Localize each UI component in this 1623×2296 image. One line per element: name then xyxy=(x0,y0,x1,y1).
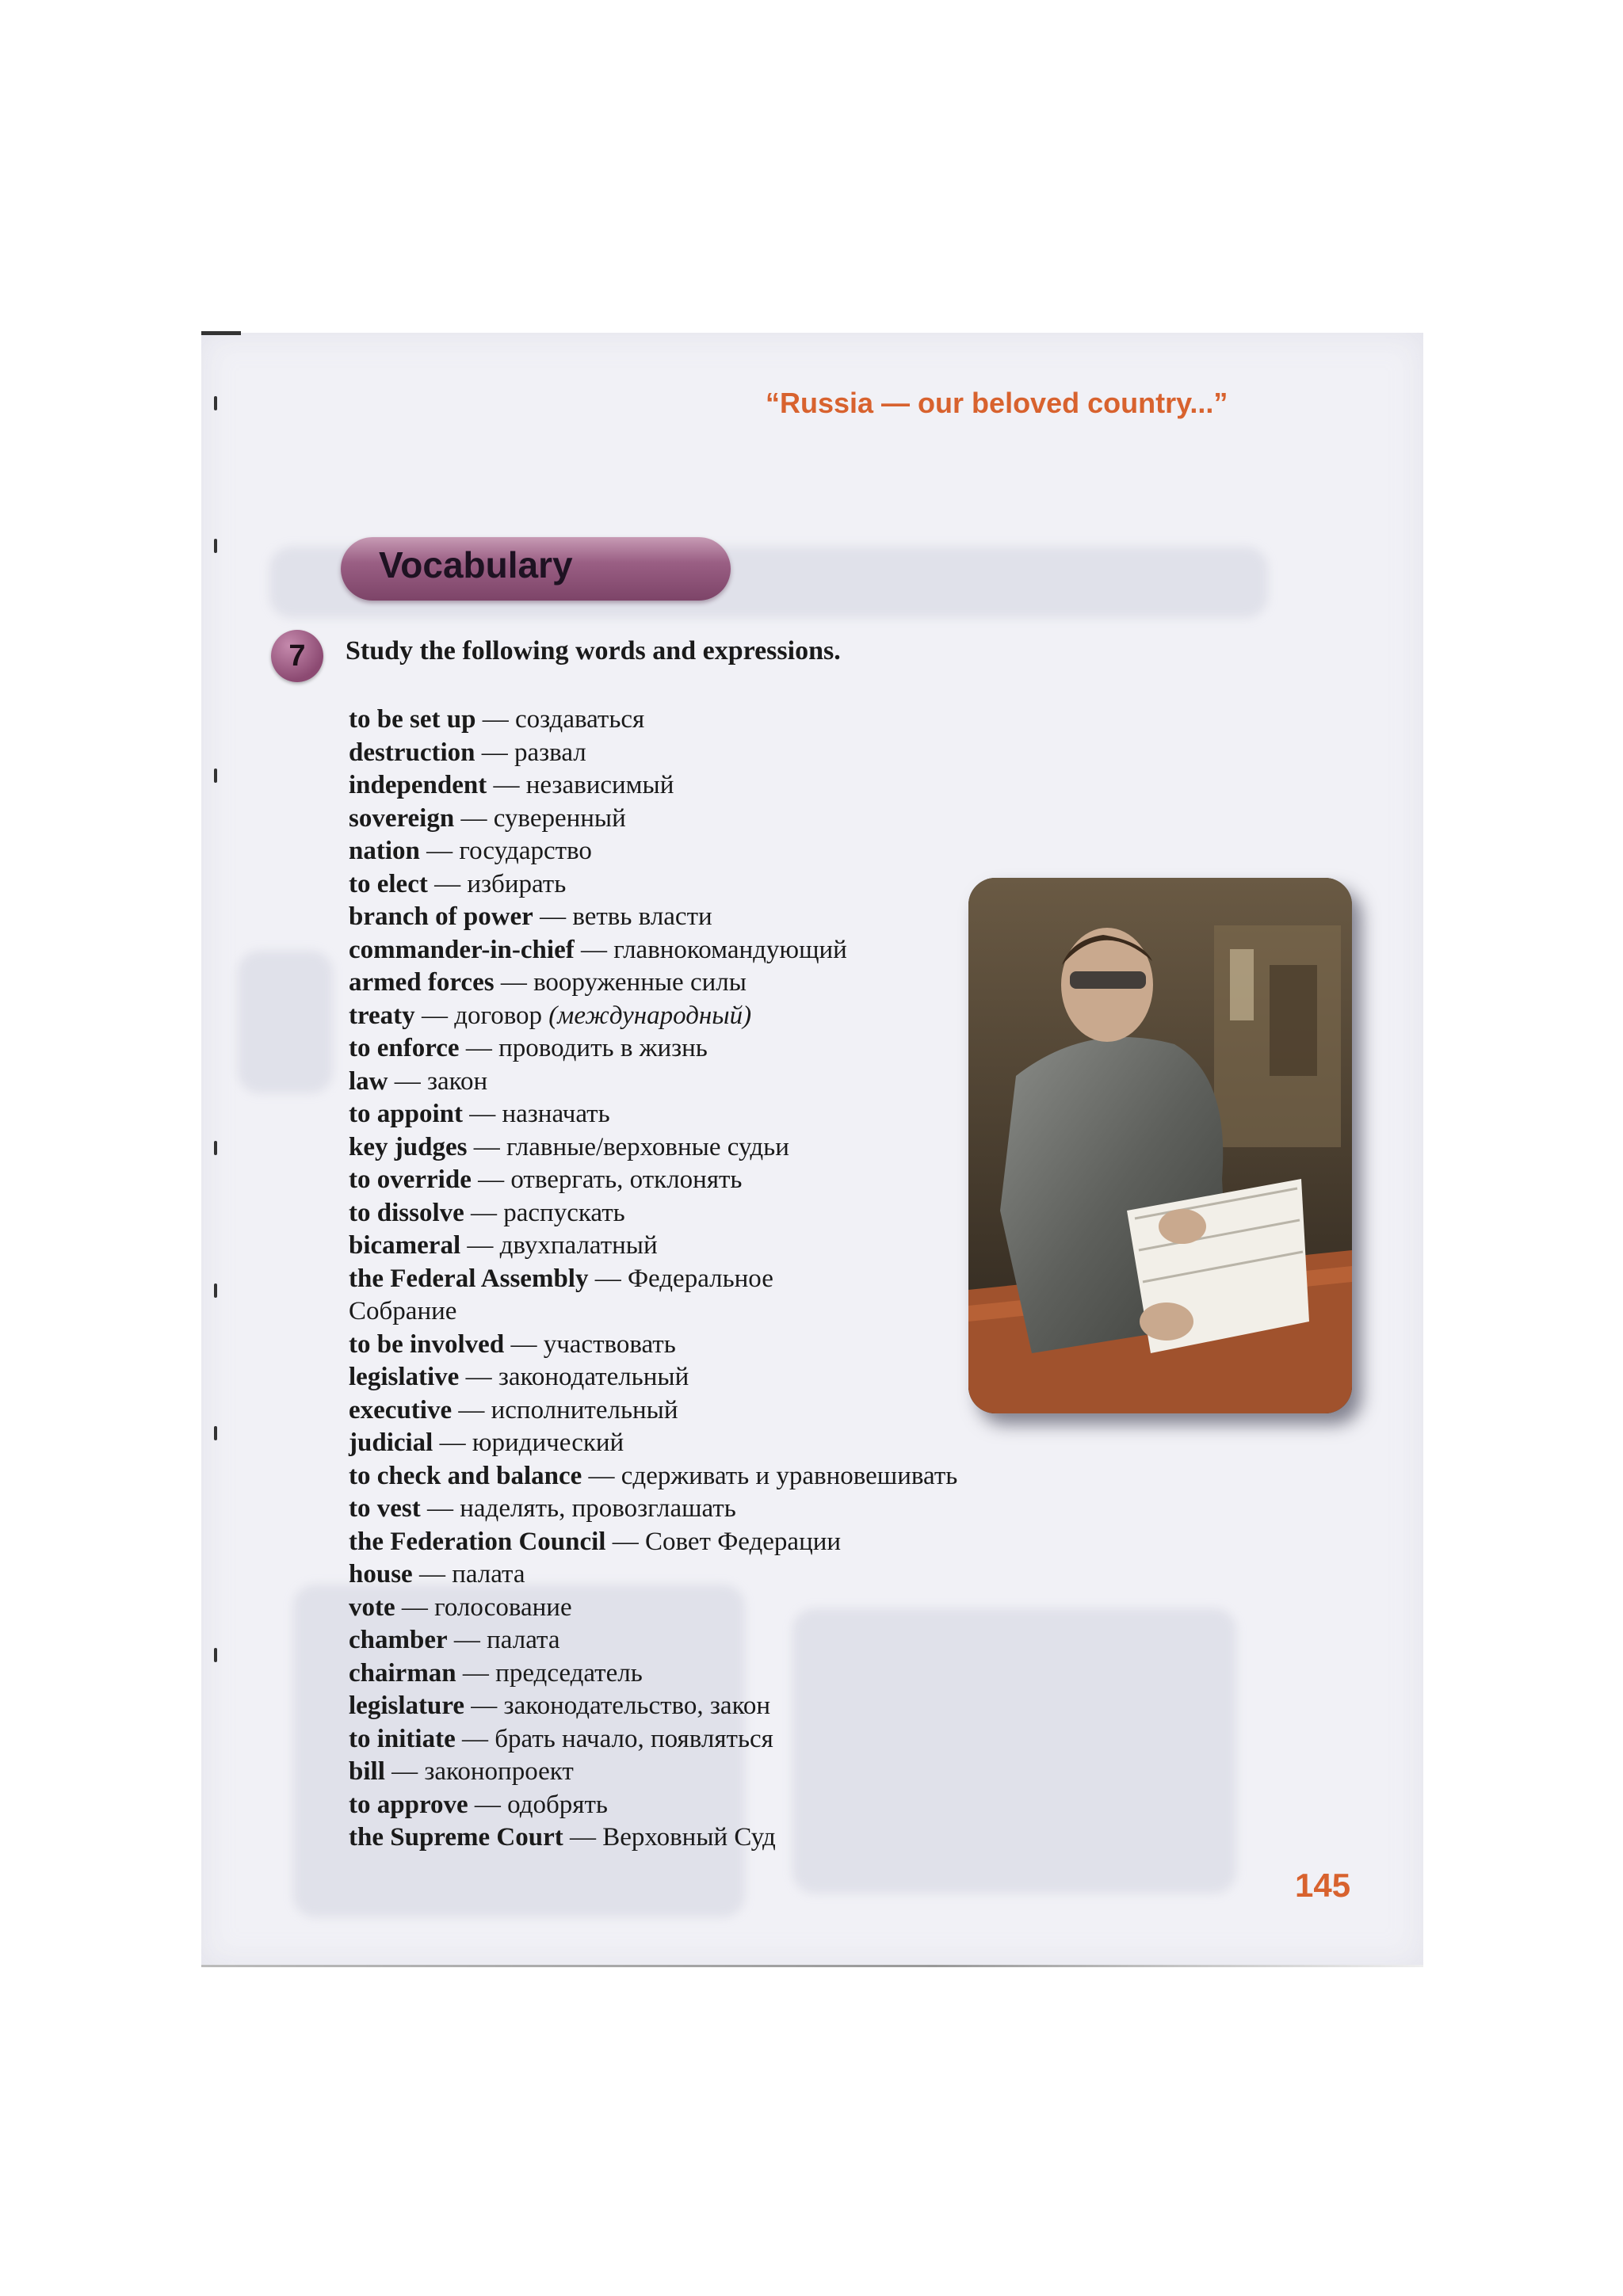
vocab-entry xyxy=(349,1493,1220,1526)
vocab-translation: голосование xyxy=(434,1592,572,1622)
vocab-translation: назначать xyxy=(502,1100,610,1128)
vocab-dash: — xyxy=(455,1724,495,1753)
vocab-entry xyxy=(349,1821,1220,1855)
vocab-entry xyxy=(349,1558,1220,1592)
vocab-dash: — xyxy=(533,902,573,931)
vocab-term: house xyxy=(349,1560,413,1589)
vocab-translation: распускать xyxy=(503,1198,625,1227)
photo-illustration xyxy=(968,878,1352,1413)
vocab-translation: избирать xyxy=(467,869,567,898)
vocab-dash: — xyxy=(388,1066,427,1096)
margin-mark xyxy=(214,1283,217,1298)
vocab-term: the Federation Council xyxy=(349,1527,606,1556)
vocab-dash: — xyxy=(454,803,494,833)
vocab-dash: — xyxy=(468,1790,508,1819)
vocab-entry xyxy=(349,1427,1220,1460)
vocab-translation: сдерживать и уравновешивать xyxy=(621,1461,958,1490)
vocab-dash: — xyxy=(459,1034,499,1062)
vocab-entry xyxy=(349,737,1220,770)
page-number: 145 xyxy=(1295,1867,1351,1904)
vocab-translation: юридический xyxy=(472,1428,624,1457)
vocab-term: chamber xyxy=(349,1626,448,1654)
vocab-term: law xyxy=(349,1066,388,1096)
vocab-dash: — xyxy=(447,1626,487,1654)
vocab-dash: — xyxy=(504,1329,544,1359)
vocab-term: key judges xyxy=(349,1132,468,1161)
margin-mark xyxy=(214,1648,217,1662)
vocab-term: judicial xyxy=(349,1428,433,1457)
margin-mark xyxy=(214,1426,217,1440)
vocab-term: legislature xyxy=(349,1691,465,1720)
vocab-term: independent xyxy=(349,771,487,799)
vocab-translation: суверенный xyxy=(493,803,626,833)
vocab-dash: — xyxy=(395,1592,435,1622)
vocab-translation-continued: Собрание xyxy=(349,1297,457,1325)
vocab-translation: развал xyxy=(514,738,586,767)
vocab-term: commander-in-chief xyxy=(349,935,575,964)
vocab-dash: — xyxy=(467,1132,506,1161)
vocab-entry xyxy=(349,1756,1220,1789)
vocab-term: to elect xyxy=(349,869,428,898)
vocab-dash: — xyxy=(464,1691,504,1720)
vocab-term: armed forces xyxy=(349,968,495,997)
vocab-translation: Совет Федерации xyxy=(644,1527,842,1556)
vocab-translation: договор xyxy=(454,1001,543,1030)
margin-mark xyxy=(214,769,217,783)
vocab-dash: — xyxy=(494,968,534,997)
vocab-entry xyxy=(349,769,1220,803)
vocab-translation: исполнительный xyxy=(491,1395,678,1425)
vocab-dash: — xyxy=(460,1231,500,1260)
page-edge-top xyxy=(201,331,241,335)
vocab-entry xyxy=(349,1526,1220,1559)
vocab-term: legislative xyxy=(349,1363,460,1391)
vocab-entry xyxy=(349,803,1220,836)
vocab-dash: — xyxy=(475,738,514,767)
vocab-dash: — xyxy=(563,1823,603,1852)
vocab-term: to appoint xyxy=(349,1100,463,1128)
vocab-term: branch of power xyxy=(349,902,533,931)
task-instruction: Study the following words and expressions. xyxy=(346,636,841,666)
vocab-term: to enforce xyxy=(349,1034,460,1062)
vocab-translation: участвовать xyxy=(543,1329,676,1359)
vocab-entry xyxy=(349,1789,1220,1822)
vocab-entry xyxy=(349,1657,1220,1691)
vocab-entry xyxy=(349,704,1220,737)
vocab-dash: — xyxy=(471,1165,511,1194)
vocab-term: chairman xyxy=(349,1658,456,1688)
vocab-translation: брать начало, появляться xyxy=(495,1724,773,1753)
vocab-entry xyxy=(349,1460,1220,1493)
vocab-dash: — xyxy=(459,1363,498,1391)
vocab-dash: — xyxy=(487,771,526,799)
task-number-badge: 7 xyxy=(271,630,323,682)
vocab-term: bill xyxy=(349,1757,385,1786)
vocab-term: nation xyxy=(349,837,420,865)
photo-man-voting xyxy=(968,878,1352,1413)
vocab-translation: главные/верховные судьи xyxy=(506,1132,789,1161)
vocab-term: executive xyxy=(349,1395,453,1425)
vocab-entry xyxy=(349,1690,1220,1723)
vocab-dash: — xyxy=(384,1757,425,1786)
vocab-translation: проводить в жизнь xyxy=(498,1034,708,1062)
vocab-entry xyxy=(349,1723,1220,1756)
vocab-translation: отвергать, отклонять xyxy=(510,1165,743,1194)
vocab-translation: председатель xyxy=(495,1658,643,1688)
vocab-translation: закон xyxy=(427,1066,488,1096)
section-title: Vocabulary xyxy=(379,544,573,585)
vocab-dash: — xyxy=(475,705,515,734)
vocab-translation: независимый xyxy=(525,771,674,799)
vocab-dash: — xyxy=(414,1001,455,1030)
vocab-term: vote xyxy=(349,1592,395,1622)
vocab-term: to check and balance xyxy=(349,1461,582,1490)
vocab-translation: Федеральное xyxy=(627,1264,773,1293)
vocab-translation: наделять, провозглашать xyxy=(460,1494,736,1523)
margin-mark xyxy=(214,1141,217,1155)
vocab-translation: ветвь власти xyxy=(572,902,712,931)
vocab-term: to approve xyxy=(349,1790,468,1819)
vocab-translation: палата xyxy=(487,1626,560,1654)
vocab-dash: — xyxy=(433,1428,472,1457)
vocab-entry xyxy=(349,835,1220,868)
vocab-dash: — xyxy=(412,1560,453,1589)
vocab-translation: законодательный xyxy=(498,1363,689,1391)
margin-mark xyxy=(214,539,217,553)
vocab-term: bicameral xyxy=(349,1231,461,1260)
vocab-dash: — xyxy=(456,1658,496,1688)
vocab-term: to initiate xyxy=(349,1724,456,1753)
vocab-entry xyxy=(349,1624,1220,1657)
vocab-dash: — xyxy=(427,869,468,898)
vocab-dash: — xyxy=(419,837,460,865)
vocab-translation: создаваться xyxy=(514,705,645,734)
vocab-translation: главнокомандующий xyxy=(613,935,847,964)
vocab-translation: законопроект xyxy=(424,1757,574,1786)
vocab-dash: — xyxy=(605,1527,645,1556)
vocab-translation: законодательство, закон xyxy=(503,1691,771,1720)
vocab-term: to vest xyxy=(349,1494,421,1523)
vocab-dash: — xyxy=(420,1494,460,1523)
margin-mark xyxy=(214,396,217,410)
vocab-term: to be involved xyxy=(349,1329,505,1359)
vocab-translation: одобрять xyxy=(507,1790,608,1819)
running-header: “Russia — our beloved country...” xyxy=(766,387,1228,419)
vocab-term: sovereign xyxy=(349,803,455,833)
vocab-dash: — xyxy=(582,1461,621,1490)
vocab-entry xyxy=(349,1592,1220,1625)
vocab-term: to override xyxy=(349,1165,472,1194)
vocab-term: to be set up xyxy=(349,705,476,734)
vocab-note: (международный) xyxy=(548,1001,752,1030)
vocab-term: the Federal Assembly xyxy=(349,1264,589,1293)
page-edge-bottom xyxy=(201,1965,1423,1967)
vocab-dash: — xyxy=(452,1395,491,1425)
vocab-term: the Supreme Court xyxy=(349,1823,563,1852)
vocab-term: treaty xyxy=(349,1001,415,1030)
vocab-dash: — xyxy=(462,1100,502,1128)
vocab-translation: палата xyxy=(452,1560,525,1589)
vocab-dash: — xyxy=(464,1198,504,1227)
vocab-translation: государство xyxy=(459,837,592,865)
vocab-dash: — xyxy=(588,1264,628,1293)
vocab-translation: двухпалатный xyxy=(499,1231,658,1260)
vocab-dash: — xyxy=(574,935,614,964)
vocab-translation: Верховный Суд xyxy=(602,1823,776,1852)
bleed-through-block xyxy=(238,951,333,1093)
vocab-translation: вооруженные силы xyxy=(533,968,747,997)
vocab-term: to dissolve xyxy=(349,1198,464,1227)
vocab-term: destruction xyxy=(349,738,475,767)
